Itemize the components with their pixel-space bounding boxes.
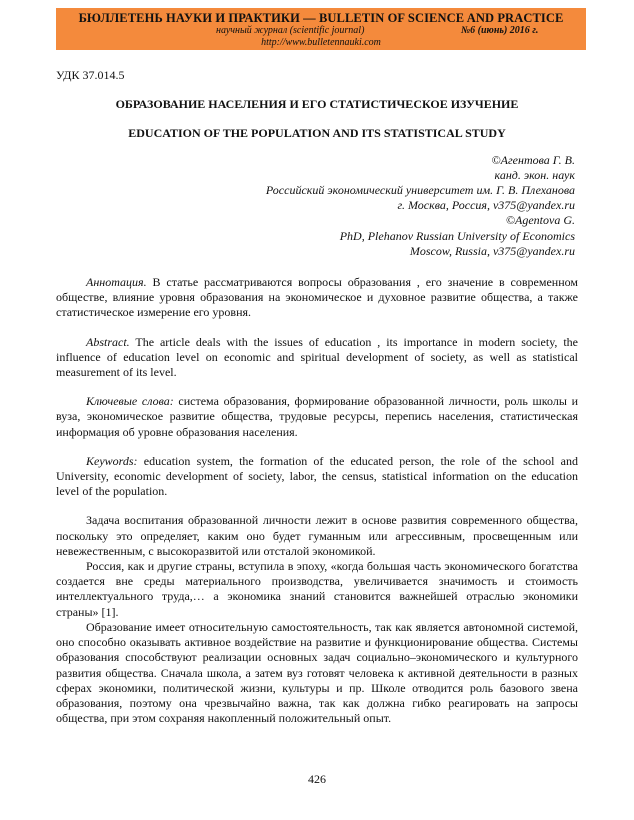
author-location-en: Moscow, Russia, v375@yandex.ru: [409, 243, 575, 258]
author-block-en: [56, 213, 578, 259]
journal-type: научный журнал (scientific journal): [216, 25, 365, 36]
author-block-ru: [56, 153, 578, 214]
page-number: 426: [308, 772, 326, 786]
body-paragraph-1: Задача воспитания образованной личности лежит в основе развития современного общества, поскольку это определяет, каким оно будет гуманным или агрессивным, просвещенным или невежественным, с высокоразвитой или отсталой экономикой.: [56, 513, 578, 558]
abstract-ru: [56, 275, 578, 321]
abstract-en-text: The article deals with the issues of education , its importance in modern society, the influence of education level on economic and spiritual development of society, as well as statistical measurement of its level.: [56, 334, 578, 380]
udk-code: УДК 37.014.5: [56, 68, 125, 82]
abstract-ru-text: В статье рассматриваются вопросы образования , его значение в современном обществе, влияние уровня образования на экономическое и духовное развитие общества, а также статистическое измерение его уровня.: [56, 275, 578, 320]
author-affiliation-ru: Российский экономический университет им. Г. В. Плеханова: [265, 183, 575, 198]
keywords-en-label: Keywords:: [86, 453, 138, 468]
keywords-ru-label: Ключевые слова:: [86, 394, 174, 409]
journal-meta-line: [56, 25, 586, 37]
title-english: EDUCATION OF THE POPULATION AND ITS STATISTICAL STUDY: [128, 126, 506, 141]
author-name-en: ©Agentova G.: [505, 213, 575, 228]
abstract-en-label: Abstract.: [86, 334, 130, 349]
title-russian: ОБРАЗОВАНИЕ НАСЕЛЕНИЯ И ЕГО СТАТИСТИЧЕСКОЕ ИЗУЧЕНИЕ: [115, 97, 519, 112]
issue-number: №6 (июнь) 2016 г.: [461, 25, 539, 36]
author-name-ru: ©Агентова Г. В.: [491, 152, 575, 167]
abstract-ru-label: Аннотация.: [86, 275, 147, 290]
body-paragraph-3: Образование имеет относительную самостоятельность, так как является автономной системой, оно способно оказывать активное воздействие на развитие и функционирование общества. Системы образования способствуют реализации основных задач социально–экономического и культурного развития общества. Сначала школа, а затем вуз готовят человека к активной деятельности в разных сферах экономики, политической жизни, культуры и пр. Школе отводится роль базового звена образования, поэтому она чрезвычайно важна, так как должна гибко реагировать на запросы общества, при этом сохраняя накопленный положительный опыт.: [56, 619, 578, 726]
article-content: [56, 68, 578, 726]
body-paragraph-2: Россия, как и другие страны, вступила в эпоху, «когда большая часть экономического богатства создается вне среды материального производства, увеличивается значимость и стоимость интеллектуального труда,… а экономика знаний становится важнейшей отраслью экономики страны» [1].: [56, 559, 578, 619]
author-location-ru: г. Москва, Россия, v375@yandex.ru: [397, 198, 575, 213]
keywords-en-text: education system, the formation of the educated person, the role of the school and University, economic development of society, labor, the census, statistical information on the education level of the population.: [56, 453, 578, 499]
author-degree-en: PhD, Plehanov Russian University of Economics: [339, 228, 575, 243]
journal-title: БЮЛЛЕТЕНЬ НАУКИ И ПРАКТИКИ — BULLETIN OF SCIENCE AND PRACTICE: [78, 11, 564, 25]
abstract-en: [56, 335, 578, 381]
keywords-ru-text: система образования, формирование образованной личности, роль школы и вуза, экономическое развитие общества, трудовые ресурсы, перепись населения, статистическая информация об уровне образования населения.: [56, 394, 578, 439]
journal-url[interactable]: http://www.bulletennauki.com: [261, 37, 381, 48]
keywords-en: [56, 454, 578, 500]
keywords-ru: [56, 394, 578, 440]
author-degree-ru: канд. экон. наук: [494, 167, 575, 182]
article-body: [56, 513, 578, 726]
journal-header-banner: [56, 8, 586, 50]
